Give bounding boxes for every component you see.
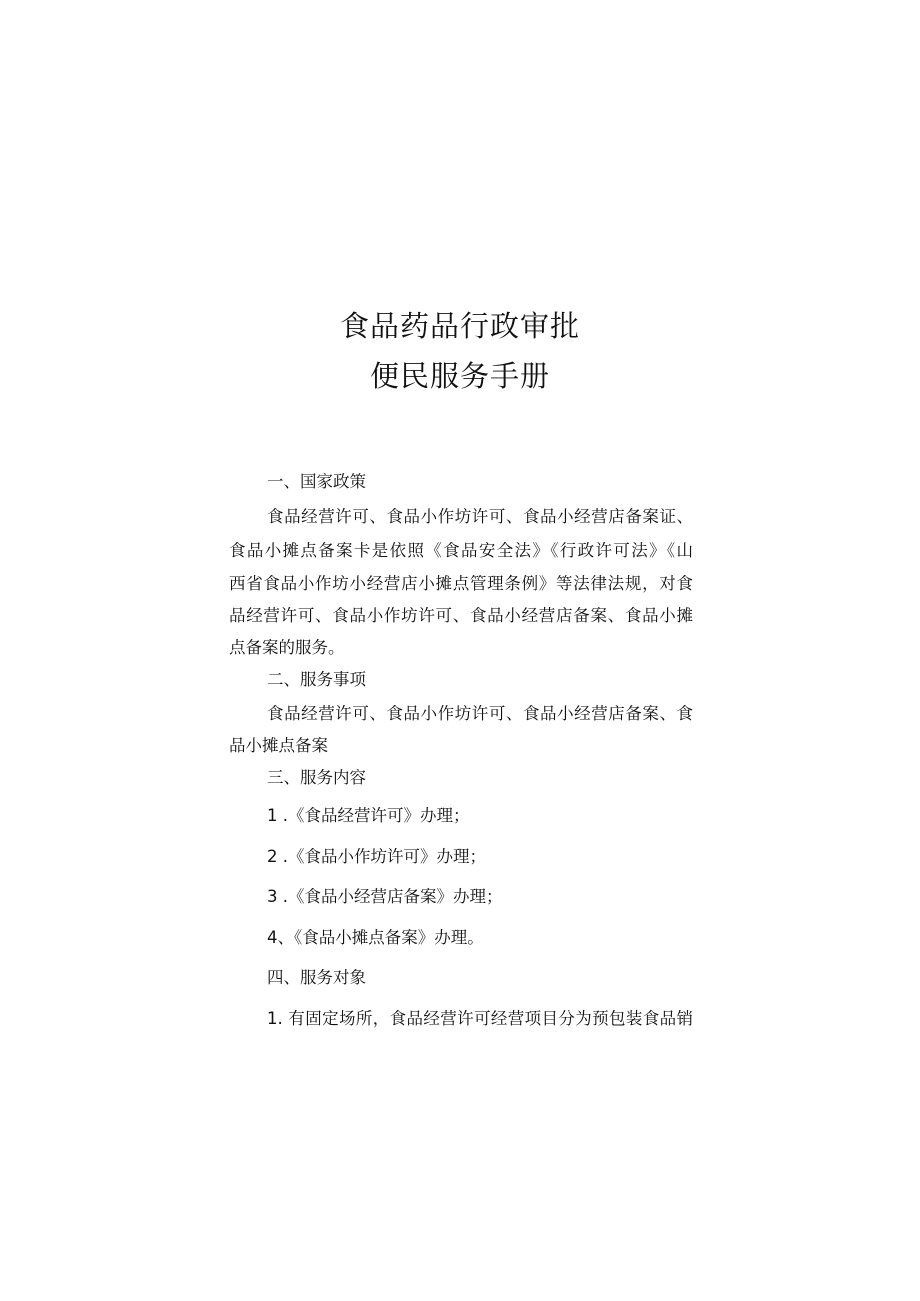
section-heading-items: 二、服务事项 (267, 670, 366, 689)
paragraph-line: 食品经营许可、食品小作坊许可、食品小经营店备案、食 (267, 704, 693, 723)
document-title-line2: 便民服务手册 (369, 359, 550, 393)
list-item: 4、《食品小摊点备案》办理。 (267, 928, 484, 947)
section-heading-policy: 一、国家政策 (267, 472, 366, 491)
paragraph-line: 西省食品小作坊小经营店小摊点管理条例》等法律法规，对食 (229, 574, 693, 593)
paragraph-line: 食品小摊点备案卡是依照《食品安全法》《行政许可法》《山 (229, 541, 693, 560)
paragraph-line: 1. 有固定场所，食品经营许可经营项目分为预包装食品销 (267, 1009, 693, 1028)
list-item: 2 .《食品小作坊许可》办理； (267, 847, 486, 866)
paragraph-line: 点备案的服务。 (229, 638, 345, 657)
paragraph-line: 品经营许可、食品小作坊许可、食品小经营店备案、食品小摊 (229, 606, 693, 625)
paragraph-line: 食品经营许可、食品小作坊许可、食品小经营店备案证、 (267, 507, 693, 526)
list-item: 3 .《食品小经营店备案》办理； (267, 887, 503, 906)
section-heading-target: 四、服务对象 (267, 968, 366, 987)
document-title-line1: 食品药品行政审批 (339, 309, 580, 343)
list-item: 1 .《食品经营许可》办理； (267, 806, 470, 825)
paragraph-line: 品小摊点备案 (229, 736, 328, 755)
section-heading-content: 三、服务内容 (267, 768, 366, 787)
